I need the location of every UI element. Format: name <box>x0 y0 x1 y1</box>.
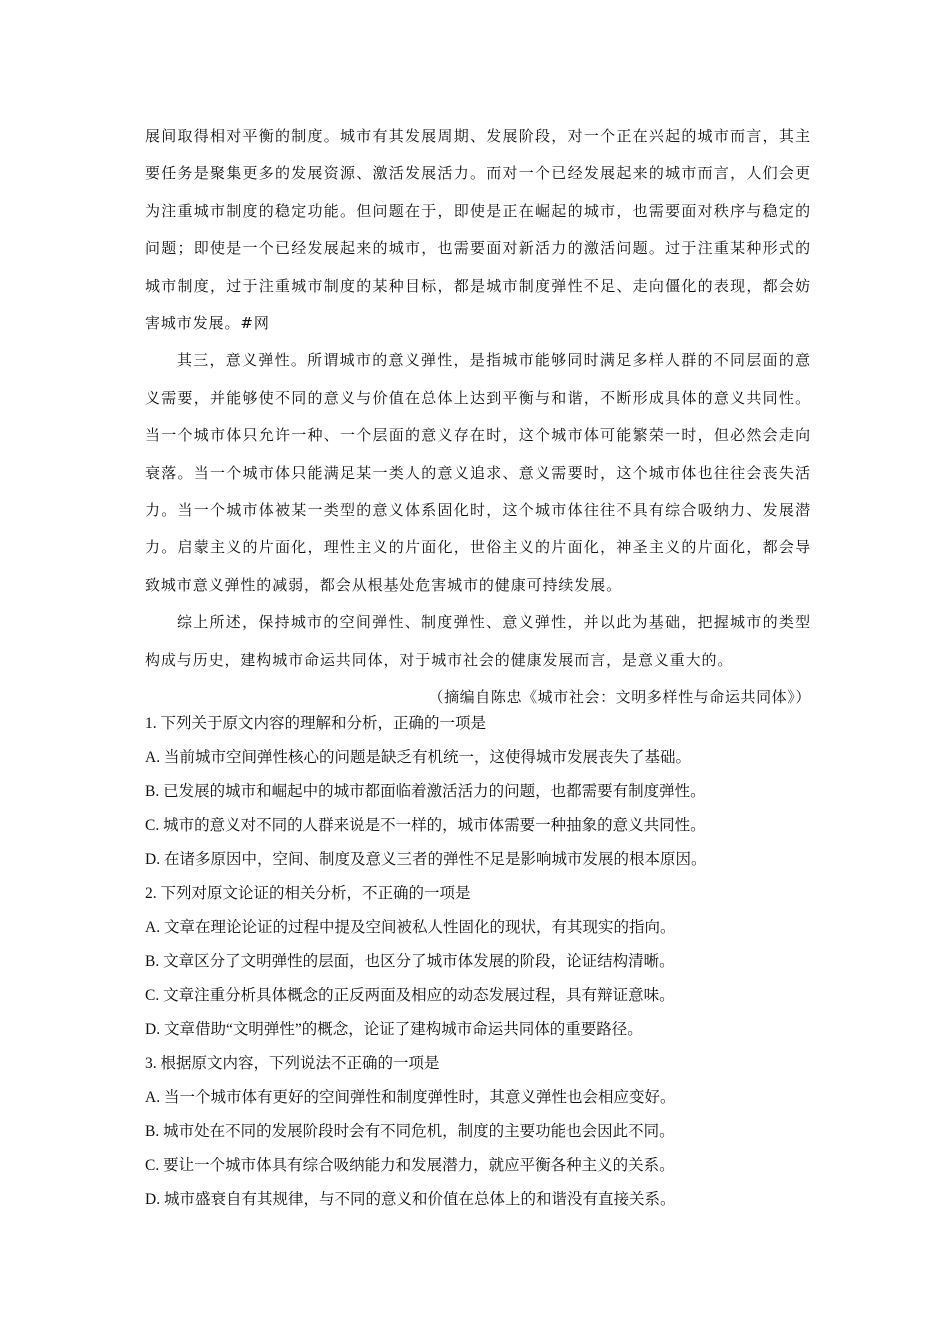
passage-paragraph-1: 展间取得相对平衡的制度。城市有其发展周期、发展阶段，对一个正在兴起的城市而言，其主要任务是聚集更多的发展资源、激活发展活力。而对一个已经发展起来的城市而言，人们会更为注重城市制度的稳定功能。但问题在于，即使是正在崛起的城市，也需要面对秩序与稳定的问题；即使是一个已经发展起来的城市，也需要面对新活力的激活问题。过于注重某种形式的城市制度，过于注重城市制度的某种目标，都是城市制度弹性不足、走向僵化的表现，都会妨害城市发展。#网 <box>145 127 811 333</box>
question-3-option-d: D. 城市盛衰自有其规律，与不同的意义和价值在总体上的和谐没有直接关系。 <box>145 1191 676 1208</box>
question-2-stem: 2. 下列对原文论证的相关分析，不正确的一项是 <box>145 885 471 902</box>
question-1-option-d: D. 在诸多原因中，空间、制度及意义三者的弹性不足是影响城市发展的根本原因。 <box>145 851 707 868</box>
question-list <box>145 707 825 1217</box>
question-3-option-b: B. 城市处在不同的发展阶段时会有不同危机，制度的主要功能也会因此不同。 <box>145 1123 675 1140</box>
question-1-stem: 1. 下列关于原文内容的理解和分析，正确的一项是 <box>145 715 487 732</box>
question-2-option-d: D. 文章借助“文明弹性”的概念，论证了建构城市命运共同体的重要路径。 <box>145 1021 643 1038</box>
question-2-option-c: C. 文章注重分析具体概念的正反两面及相应的动态发展过程，具有辩证意味。 <box>145 987 675 1004</box>
reading-passage <box>145 118 811 717</box>
question-1-option-b: B. 已发展的城市和崛起中的城市都面临着激活活力的问题，也都需要有制度弹性。 <box>145 783 706 800</box>
question-1-option-c: C. 城市的意义对不同的人群来说是不一样的，城市体需要一种抽象的意义共同性。 <box>145 817 706 834</box>
question-2-option-b: B. 文章区分了文明弹性的层面，也区分了城市体发展的阶段，论证结构清晰。 <box>145 953 675 970</box>
question-2-option-a: A. 文章在理论论证的过程中提及空间被私人性固化的现状，有其现实的指向。 <box>145 919 676 936</box>
passage-paragraph-3: 综上所述，保持城市的空间弹性、制度弹性、意义弹性，并以此为基础，把握城市的类型构成与历史，建构城市命运共同体，对于城市社会的健康发展而言，是意义重大的。 <box>145 613 811 669</box>
question-3-option-a: A. 当一个城市体有更好的空间弹性和制度弹性时，其意义弹性也会相应变好。 <box>145 1089 676 1106</box>
question-1-option-a: A. 当前城市空间弹性核心的问题是缺乏有机统一，这使得城市发展丧失了基础。 <box>145 749 691 766</box>
passage-paragraph-2: 其三，意义弹性。所谓城市的意义弹性，是指城市能够同时满足多样人群的不同层面的意义需要，并能够使不同的意义与价值在总体上达到平衡与和谐，不断形成具体的意义共同性。当一个城市体只允许一种、一个层面的意义存在时，这个城市体可能繁荣一时，但必然会走向衰落。当一个城市体只能满足某一类人的意义追求、意义需要时，这个城市体也往往会丧失活力。当一个城市体被某一类型的意义体系固化时，这个城市体往往不具有综合吸纳力、发展潜力。启蒙主义的片面化，理性主义的片面化，世俗主义的片面化，神圣主义的片面化，都会导致城市意义弹性的减弱，都会从根基处危害城市的健康可持续发展。 <box>145 351 811 594</box>
question-3-stem: 3. 根据原文内容，下列说法不正确的一项是 <box>145 1055 440 1072</box>
passage-source: （摘编自陈忠《城市社会：文明多样性与命运共同体》） <box>428 688 811 707</box>
question-3-option-c: C. 要让一个城市体具有综合吸纳能力和发展潜力，就应平衡各种主义的关系。 <box>145 1157 675 1174</box>
